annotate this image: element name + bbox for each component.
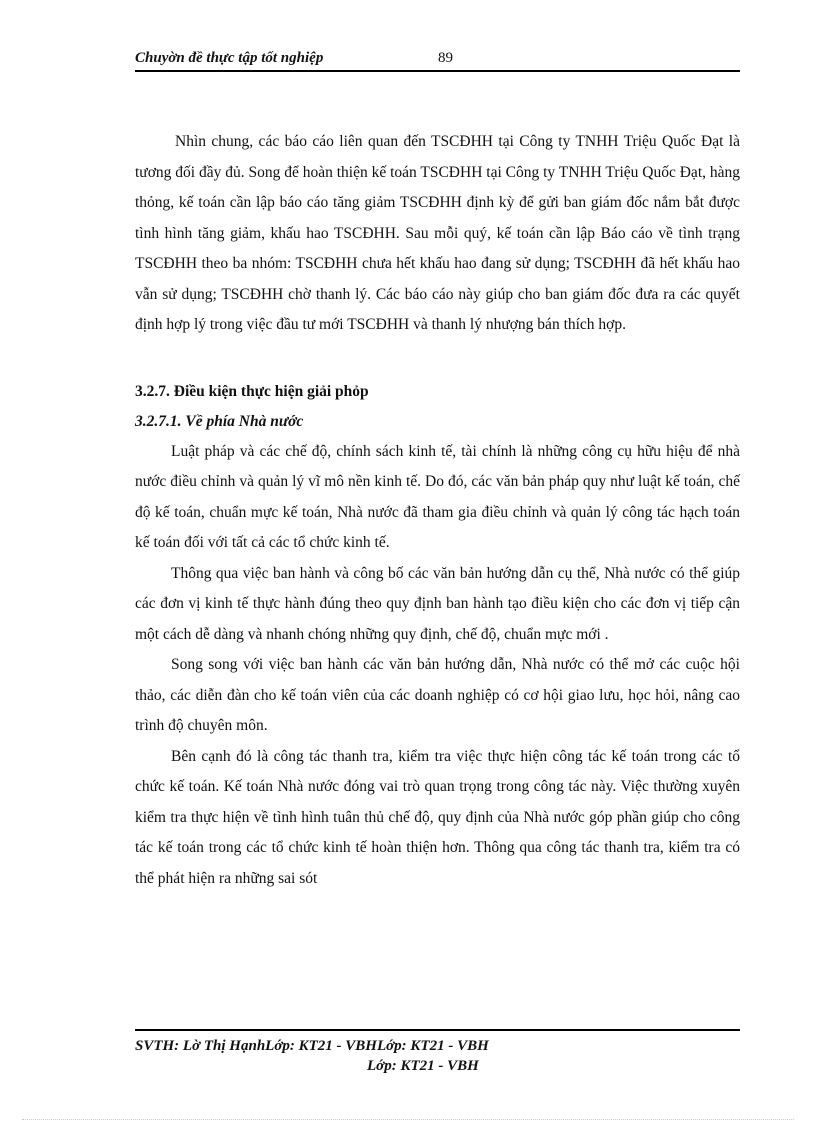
body-paragraph: Luật pháp và các chế độ, chính sách kinh tế, tài chính là những công cụ hữu hiệu để nhà nước điều chỉnh và quản lý vĩ mô nền kinh tế. Do đó, các văn bản pháp quy như luật kế toán, chế độ kế toán, chuẩn mực kế toán, Nhà nước đã tham gia điều chỉnh và quản lý công tác hạch toán kế toán đối với tất cả các tổ chức kinh tế. [135, 442, 740, 551]
body-paragraph: Thông qua việc ban hành và công bố các văn bản hướng dẫn cụ thể, Nhà nước có thể giúp các đơn vị kinh tế thực hành đúng theo quy định ban hành tạo điều kiện cho các đơn vị tiếp cận một cách dễ dàng và nhanh chóng những quy định, chế độ, chuẩn mực mới . [135, 564, 740, 643]
page-header [135, 48, 740, 72]
footer-class-info: Lớp: KT21 - VBH [367, 1058, 479, 1074]
intro-paragraph: Nhìn chung, các báo cáo liên quan đến TSCĐHH tại Công ty TNHH Triệu Quốc Đạt là tương đối đầy đủ. Song để hoàn thiện kế toán TSCĐHH tại Công ty TNHH Triệu Quốc Đạt, hàng thỏng, kế toán cần lập báo cáo tăng giảm TSCĐHH định kỳ để gửi ban giám đốc nắm bắt được tình hình tăng giảm, khấu hao TSCĐHH. Sau mỗi quý, kế toán cần lập Báo cáo về tình trạng TSCĐHH theo ba nhóm: TSCĐHH chưa hết khấu hao đang sử dụng; TSCĐHH đã hết khấu hao vẫn sử dụng; TSCĐHH chờ thanh lý. Các báo cáo này giúp cho ban giám đốc đưa ra các quyết định hợp lý trong việc đầu tư mới TSCĐHH và thanh lý nhượng bán thích hợp. [135, 133, 740, 333]
footer-student-info: SVTH: Lờ Thị HạnhLớp: KT21 - VBHLớp: KT21 - VBH [135, 1038, 489, 1054]
header-title: Chuyờn đề thực tập tốt nghiệp [135, 50, 324, 66]
section-heading: 3.2.7. Điều kiện thực hiện giải phỏp [135, 382, 369, 400]
page-edge-divider [22, 1119, 794, 1120]
body-paragraph: Song song với việc ban hành các văn bản hướng dẫn, Nhà nước có thể mở các cuộc hội thảo, các diễn đàn cho kế toán viên của các doanh nghiệp có cơ hội giao lưu, học hỏi, nâng cao trình độ chuyên môn. [135, 656, 740, 734]
subsection-heading: 3.2.7.1. Về phía Nhà nước [135, 412, 304, 430]
page-footer [135, 1036, 740, 1076]
body-paragraph: Bên cạnh đó là công tác thanh tra, kiểm tra việc thực hiện công tác kế toán trong các tổ chức kế toán. Kế toán Nhà nước đóng vai trò quan trọng trong công tác này. Việc thường xuyên kiểm tra thực hiện về tình hình tuân thủ chế độ, quy định của Nhà nước góp phần giúp cho công tác kế toán trong các tổ chức kinh tế hoàn thiện hơn. Thông qua công tác thanh tra, kiểm tra có thể phát hiện ra những sai sót [135, 747, 740, 887]
document-body [135, 127, 740, 894]
page-number: 89 [438, 50, 453, 66]
footer-divider [135, 1029, 740, 1031]
